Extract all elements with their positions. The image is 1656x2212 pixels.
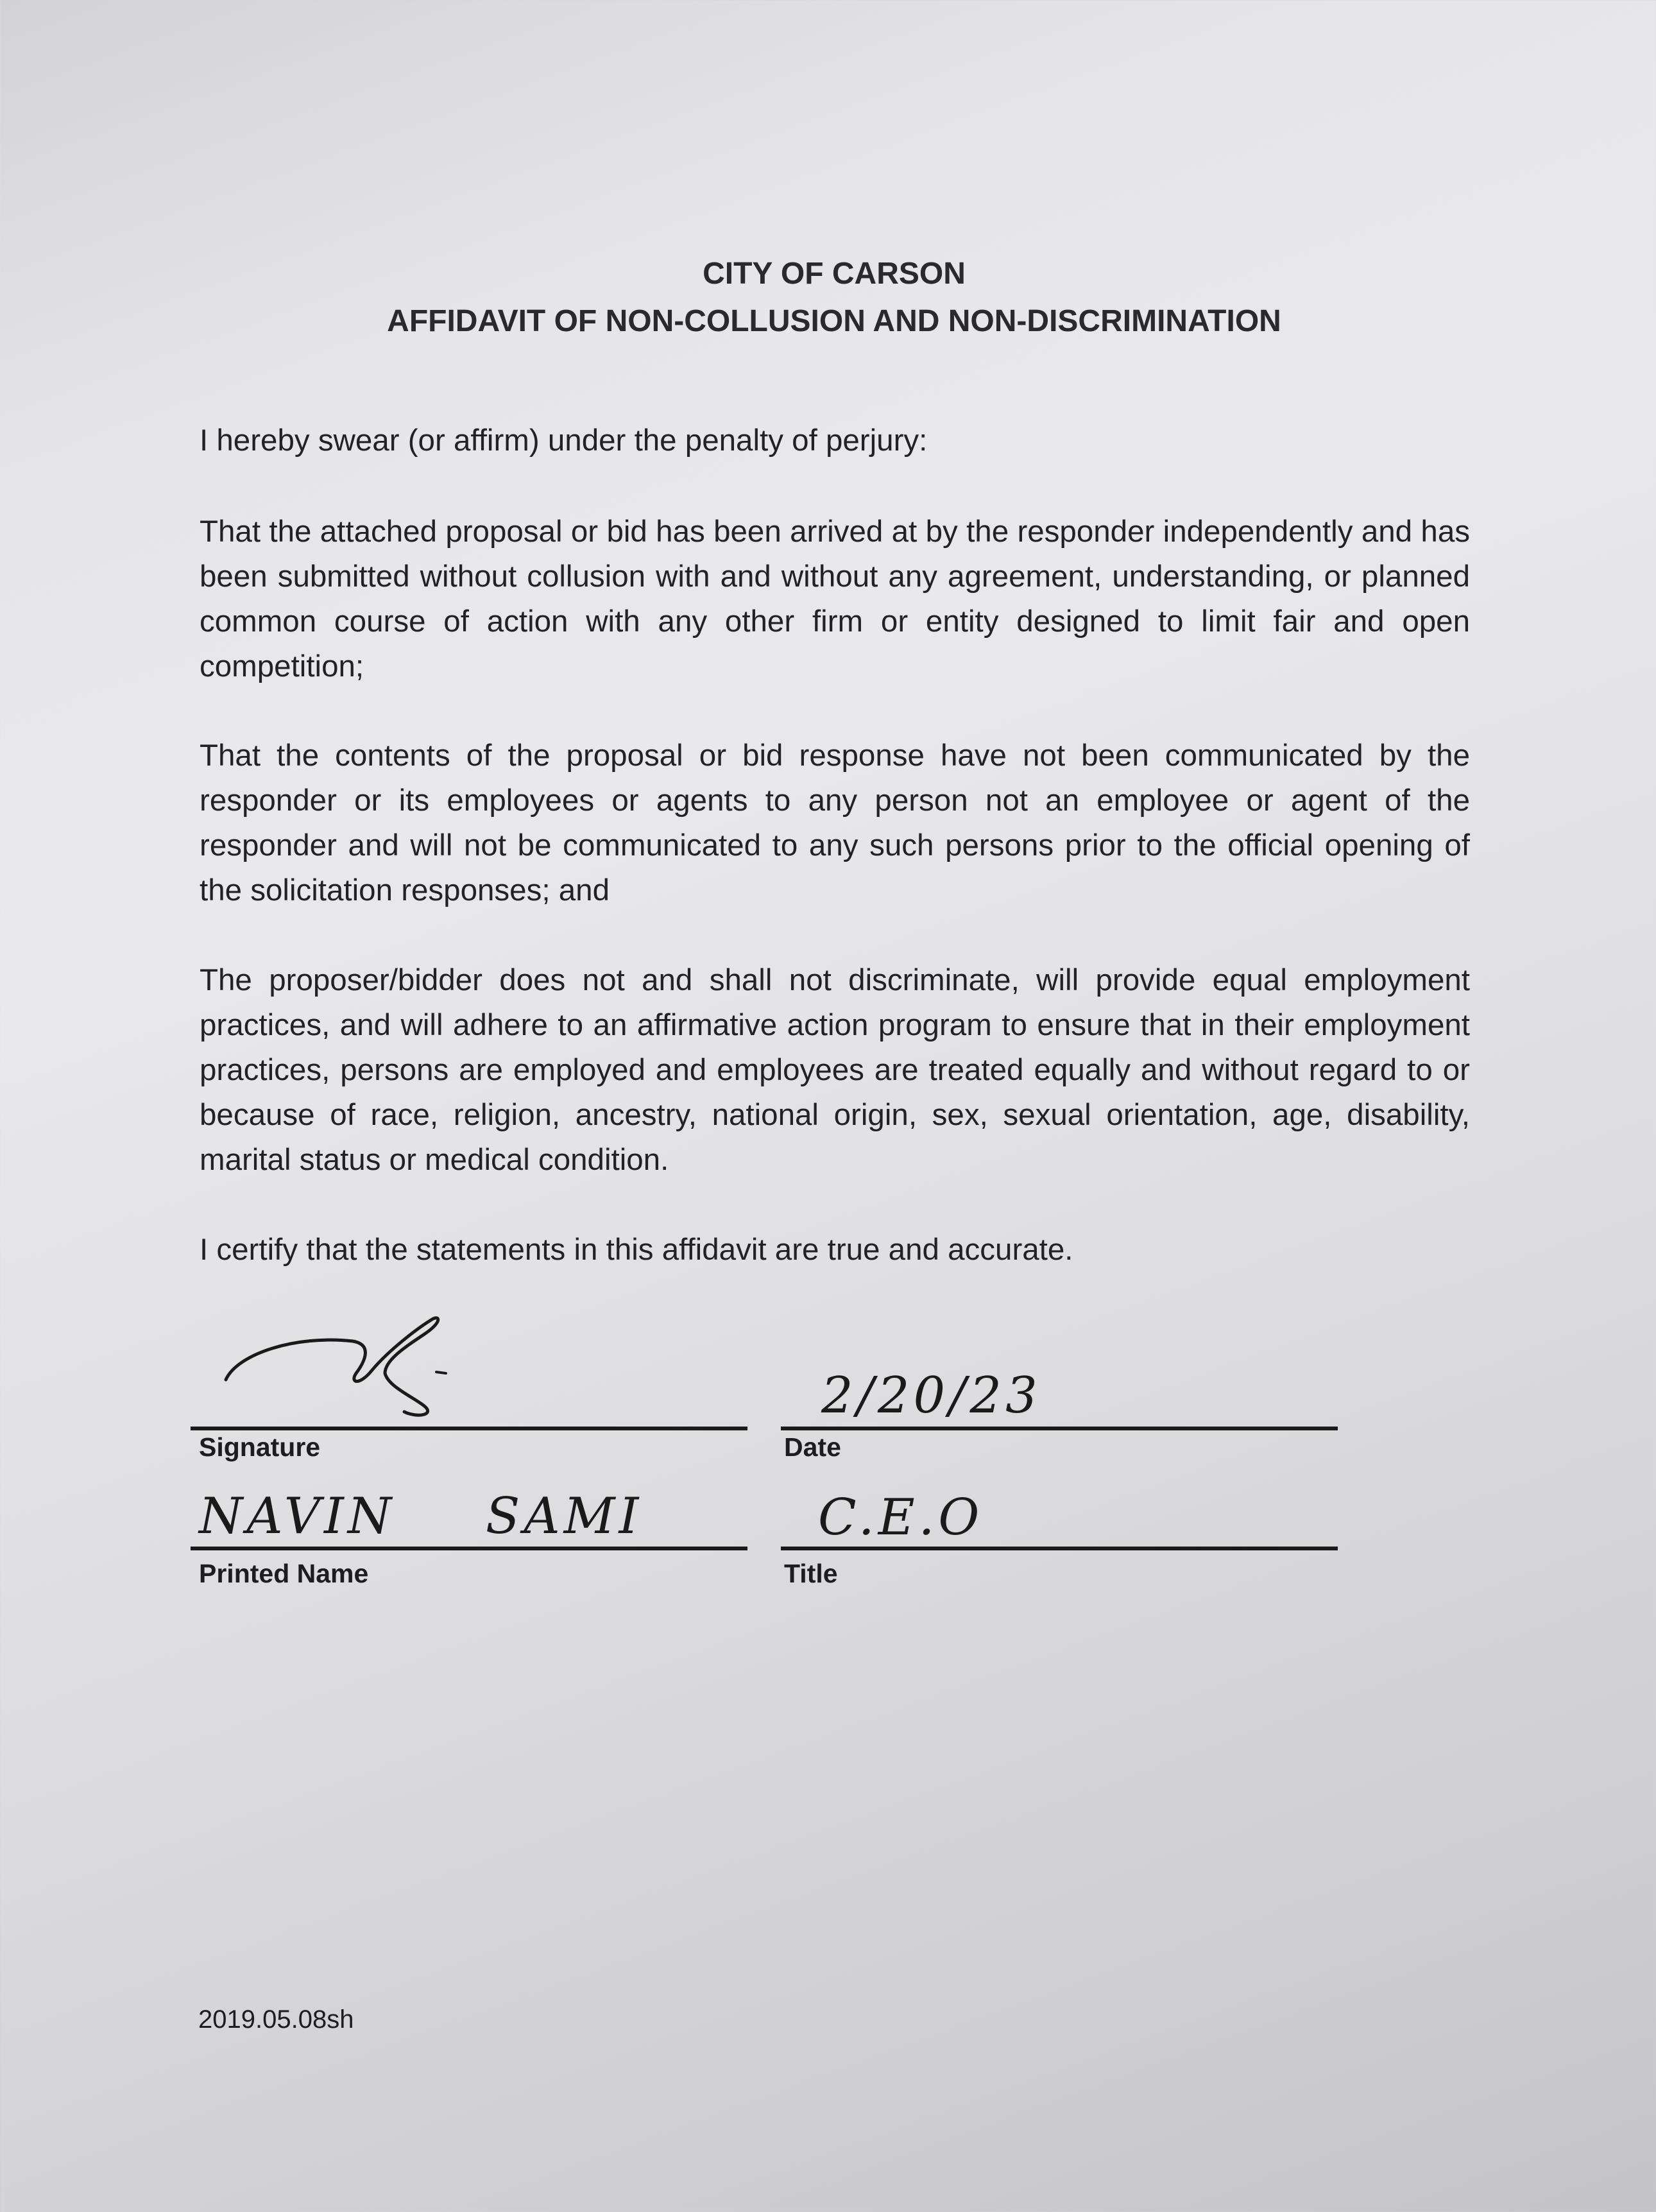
intro-statement: I hereby swear (or affirm) under the penalty of perjury:: [200, 424, 928, 458]
title-label: Title: [784, 1559, 838, 1588]
title-handwritten: C.E.O: [818, 1489, 984, 1547]
form-revision-code: 2019.05.08sh: [198, 2005, 354, 2034]
printed-name-line: [191, 1547, 747, 1550]
paragraph-non-discrimination: The proposer/bidder does not and shall not discriminate, will provide equal employment practices, and will adhere to an affirmative action program to ensure that in their employment practices, persons are employed and employees are treated equally and without regard to or because of race, religion, ancestry, national origin, sex, sexual orientation, age, disability, marital status or medical condition.: [200, 963, 1470, 1177]
printed-name-handwritten: NAVIN SAMI: [199, 1488, 643, 1545]
handwritten-signature: [212, 1309, 533, 1431]
certification-statement: I certify that the statements in this affidavit are true and accurate.: [200, 1233, 1073, 1267]
printed-name-label: Printed Name: [199, 1559, 369, 1588]
document-header: [0, 250, 1656, 345]
date-label: Date: [784, 1432, 841, 1462]
signature-label: Signature: [199, 1432, 321, 1462]
signature-line: [191, 1427, 747, 1430]
title-line: [781, 1547, 1338, 1550]
paragraph-non-collusion: That the attached proposal or bid has been arrived at by the responder independently and has been submitted without collusion with and without any agreement, understanding, or planned common course of action with any other firm or entity designed to limit fair and open competition;: [200, 515, 1470, 683]
date-line: [781, 1427, 1338, 1430]
header-title: AFFIDAVIT OF NON-COLLUSION AND NON-DISCRIMINATION: [387, 304, 1281, 338]
paragraph-confidentiality: That the contents of the proposal or bid response have not been communicated by the responder or its employees or agents to any person not an employee or agent of the responder and will not be communicated to any such persons prior to the official opening of the solicitation responses; and: [200, 739, 1470, 907]
date-handwritten: 2/20/23: [821, 1367, 1041, 1425]
header-city: CITY OF CARSON: [703, 257, 966, 291]
